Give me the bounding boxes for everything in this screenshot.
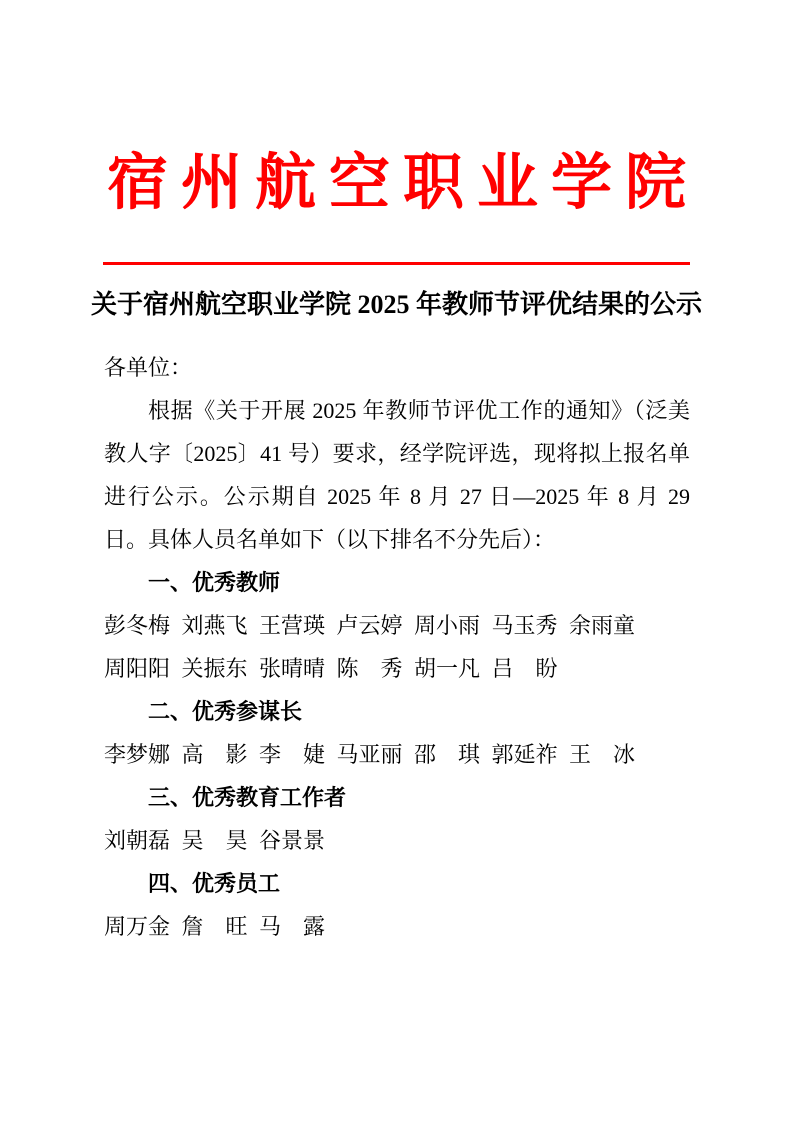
letterhead-org-name: 宿州航空职业学院 (106, 150, 699, 217)
body-paragraph: 根据《关于开展 2025 年教师节评优工作的通知》（泛美教人字〔2025〕41 号）要求，经学院评选，现将拟上报名单进行公示。公示期自 2025 年 8 月 27 日—2025 年 8 月 29 日。具体人员名单如下（以下排名不分先后）： (104, 398, 690, 552)
salutation: 各单位： (104, 355, 193, 380)
document-body (104, 346, 690, 948)
name-line: 彭冬梅 刘燕飞 王营瑛 卢云婷 周小雨 马玉秀 余雨童 (104, 613, 636, 638)
name-line: 李梦娜 高 影 李 婕 马亚丽 邵 琪 郭延祚 王 冰 (104, 742, 636, 767)
section-heading-excellent-staff: 四、优秀员工 (148, 871, 281, 896)
name-line: 周阳阳 关振东 张晴晴 陈 秀 胡一凡 吕 盼 (104, 656, 558, 681)
document-title: 关于宿州航空职业学院 2025 年教师节评优结果的公示 (90, 290, 702, 319)
name-line: 刘朝磊 吴 昊 谷景景 (104, 828, 326, 853)
section-heading-excellent-teachers: 一、优秀教师 (148, 570, 281, 595)
name-line: 周万金 詹 旺 马 露 (104, 914, 326, 939)
section-heading-excellent-chiefs-of-staff: 二、优秀参谋长 (148, 699, 303, 724)
section-heading-excellent-education-workers: 三、优秀教育工作者 (148, 785, 347, 810)
red-divider-rule (103, 262, 690, 265)
